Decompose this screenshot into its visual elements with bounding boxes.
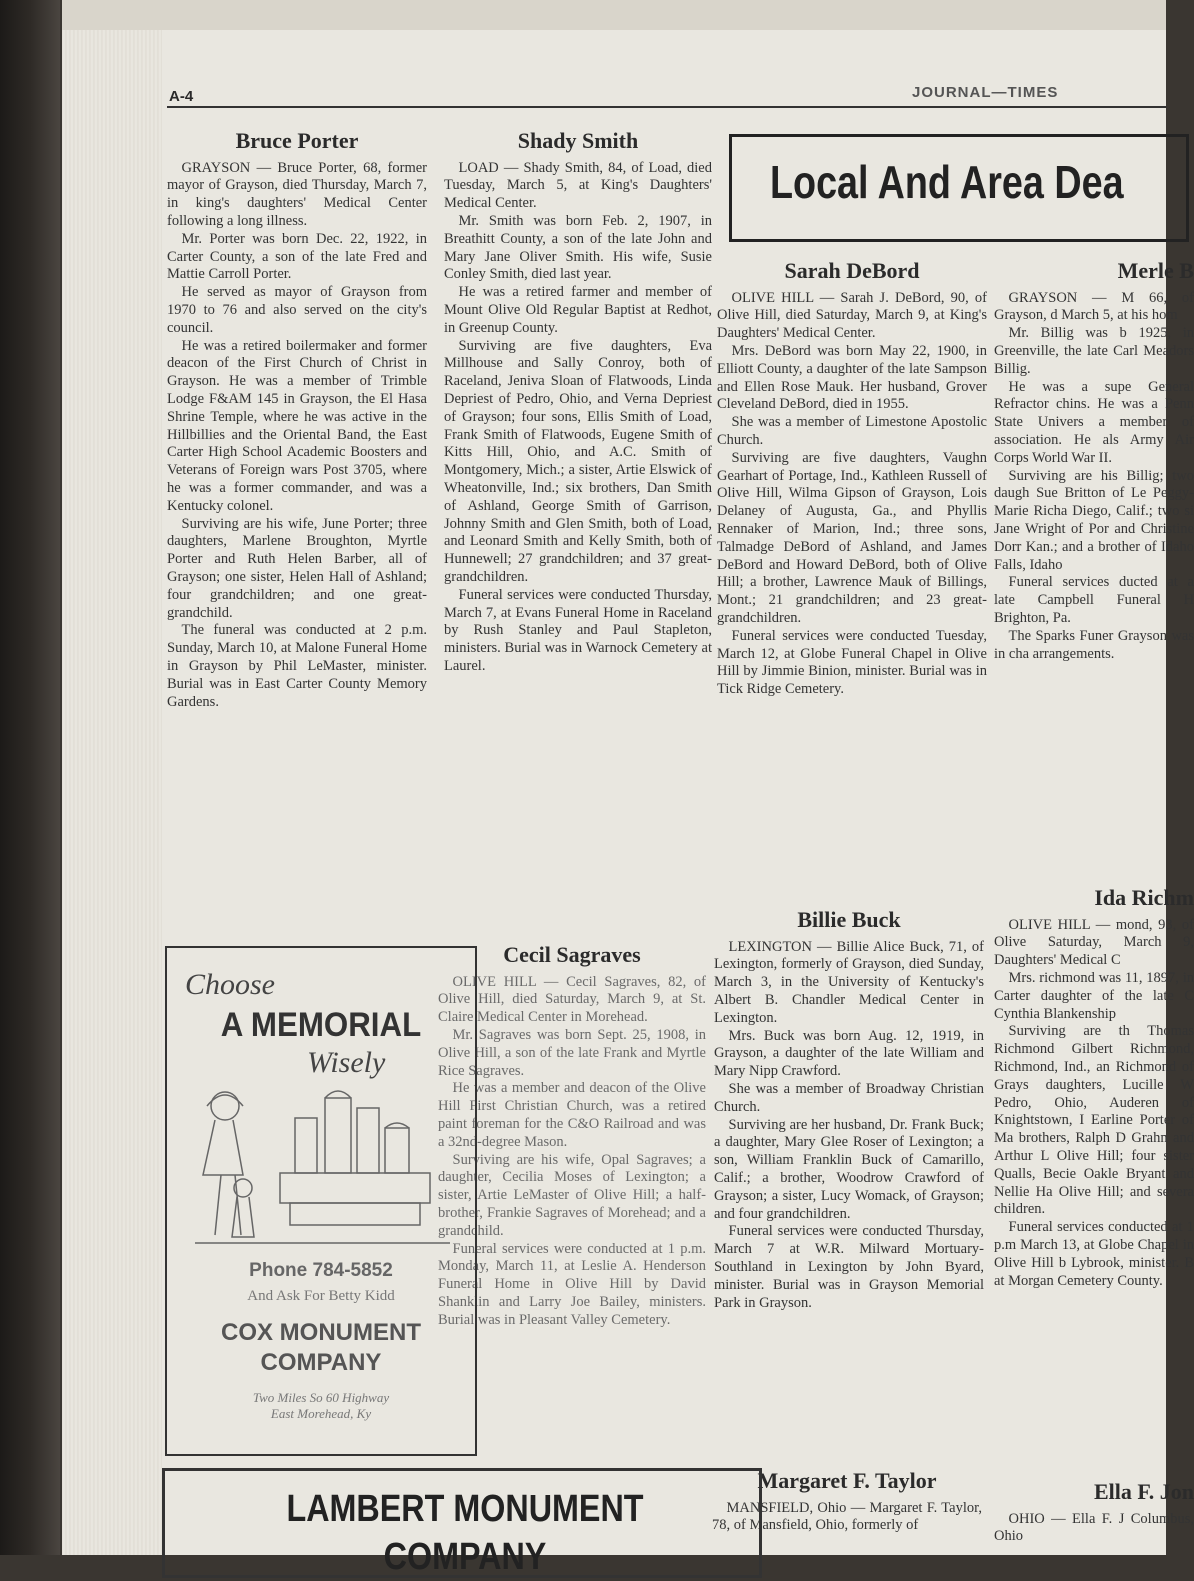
header-rule bbox=[167, 106, 1167, 108]
obituary-text: GRAYSON — Bruce Porter, 68, former mayor of Grayson, died Thursday, March 7, in king's daughters' Medical Center following a long illness. Mr. Porter was born Dec. 22, 1922, in Carter County, a son of the late Fred and Mattie Carroll Porter. He served as mayor of Grayson from 1970 to 76 and also served on the city's council. He was a retired boilermaker and former deacon of the First Church of Christ in Grayson. He was a member of Trimble Lodge F&AM 145 in Grayson, the El Hasa Shrine Temple, where he was active in the Hillbillies and the Oriental Band, the East Carter High School Academic Boosters and Veterans of Foreign wars Post 3705, where he was a former commander, and was a Kentucky colonel. Surviving are his wife, June Porter; three daughters, Marlene Broughton, Myrtle Porter and Ruth Helen Barber, all of Grayson; one sister, Helen Hall of Ashland; four grandchildren; and one great-grandchild. The funeral was conducted at 2 p.m. Sunday, March 10, at Malone Funeral Home in Grayson by Phil LeMaster, minister. Burial was in East Carter County Memory Gardens. bbox=[167, 159, 427, 710]
obituary-shady-smith bbox=[444, 127, 712, 676]
ad-company-line1: COX MONUMENT bbox=[221, 1319, 421, 1346]
obituary-text: MANSFIELD, Ohio — Margaret F. Taylor, 78, of Mansfield, Ohio, formerly of bbox=[712, 1499, 982, 1534]
ad-lambert-line1: LAMBERT MONUMENT bbox=[286, 1488, 644, 1530]
page-number: A-4 bbox=[169, 88, 194, 105]
obituary-merle bbox=[994, 257, 1194, 663]
newspaper-page bbox=[62, 0, 1194, 1578]
ad-cox-monument bbox=[165, 946, 477, 1456]
ad-ask: And Ask For Betty Kidd bbox=[247, 1288, 395, 1304]
obituary-title: Ida Richm bbox=[1094, 885, 1194, 910]
obituary-text: OLIVE HILL — mond, 93, of Olive Saturday, March 9, Daughters' Medical C Mrs. richmond was 11, 1897, in Carter daughter of the late C Cynthia Blankenship Surviving are th Thomas Richmond Gilbert Richmond, Richmond, Ind., an Richmond of Grays daughters, Lucille W Pedro, Ohio, Auderen of Knightstown, I Earline Porter of Ma brothers, Ralph D Grahn and Arthur L Olive Hill; four sister Qualls, Becie Oakle Bryant and Nellie Ha Olive Hill; and severa children. Funeral services conducted at 1 p.m March 13, at Globe Chapel in Olive Hill b Lybrook, minister. B at Morgan Cemetery County. bbox=[994, 916, 1194, 1289]
ad-address-line2: East Morehead, Ky bbox=[270, 1406, 372, 1421]
ad-phone: Phone 784-5852 bbox=[249, 1260, 393, 1281]
ad-lambert-monument bbox=[162, 1468, 762, 1578]
masthead: JOURNAL—TIMES bbox=[912, 84, 1059, 101]
ad-address bbox=[167, 1390, 475, 1422]
binder-spine bbox=[0, 0, 60, 1555]
obituary-bruce-porter bbox=[167, 127, 427, 711]
obituary-text: GRAYSON — M 66, of Grayson, d March 5, at his hom Mr. Billig was b 1925, in Greenville, the late Carl Meadors Billig. He was a supe General Refractor chins. He was a Penn State Univers a member of association. He als Army Air Corps World War II. Surviving are his Billig; two daugh Sue Britton of Le Peggy-Marie Richa Diego, Calif.; two si Jane Wright of Por and Christine Dorr Kan.; and a brother of Idaho Falls, Idaho Funeral services ducted at a late Campbell Funeral H Brighton, Pa. The Sparks Funer Grayson was in cha arrangements. bbox=[994, 289, 1194, 662]
banner-title: Local And Area Dea bbox=[770, 156, 1124, 208]
obituary-text: OLIVE HILL — Sarah J. DeBord, 90, of Olive Hill, died Saturday, March 9, at King's Daughters' Medical Center. Mrs. DeBord was born May 22, 1900, in Elliott County, a daughter of the late Sampson and Ellen Rose Mauk. Her husband, Grover Cleveland DeBord, died in 1955. She was a member of Limestone Apostolic Church. Surviving are five daughters, Vaughn Gearhart of Portage, Ind., Kathleen Russell of Olive Hill, Wilma Gipson of Grayson, Lois Delaney of Augusta, Ga., and Phyllis Rennaker of Marion, Ind.; three sons, Talmadge DeBord of Ashland, and James DeBord and Howard DeBord, both of Olive Hill; a brother, Lawrence Mauk of Billings, Mont.; 21 grandchildren; and 23 great-grandchildren. Funeral services were conducted Tuesday, March 12, at Globe Funeral Chapel in Olive Hill by Jimmie Binion, minister. Burial was in Tick Ridge Cemetery. bbox=[717, 289, 987, 698]
obituary-title: Margaret F. Taylor bbox=[757, 1468, 937, 1493]
ad-lambert-name bbox=[210, 1485, 720, 1581]
obituary-title: Ella F. Jon bbox=[1093, 1479, 1194, 1504]
obituary-text: LEXINGTON — Billie Alice Buck, 71, of Lexington, formerly of Grayson, died Sunday, March 3, in the University of Kentucky's Albert B. Chandler Medical Center in Lexington. Mrs. Buck was born Aug. 12, 1919, in Grayson, a daughter of the late William and Mary Nipp Crawford. She was a member of Broadway Christian Church. Surviving are her husband, Dr. Frank Buck; a daughter, Mary Glee Roser of Lexington; a son, William Franklin Buck of Camarillo, Calif.; a brother, Woodrow Crawford of Grayson; a sister, Lucy Womack, of Grayson; and four grandchildren. Funeral services were conducted Thursday, March 7 at W.R. Milward Mortuary-Southland in Lexington by John Byard, minister. Burial was in Grayson Memorial Park in Grayson. bbox=[714, 938, 984, 1311]
page-edges bbox=[62, 0, 162, 1555]
obituary-title: Merle B bbox=[1117, 258, 1194, 283]
obituary-title: Sarah DeBord bbox=[784, 258, 920, 283]
top-margin bbox=[62, 0, 1166, 30]
obituary-title: Bruce Porter bbox=[235, 128, 359, 153]
obituary-text: OHIO — Ella F. J Columbus, Ohio bbox=[994, 1510, 1194, 1545]
obituary-title: Billie Buck bbox=[797, 907, 901, 932]
ad-address-line1: Two Miles So 60 Highway bbox=[252, 1390, 390, 1405]
ad-choose: Choose bbox=[185, 968, 275, 1001]
obituary-cecil-sagraves bbox=[438, 941, 706, 1330]
ad-company-line2: COMPANY bbox=[260, 1349, 382, 1376]
obituary-sarah-debord bbox=[717, 257, 987, 699]
ad-lambert-line2: COMPANY bbox=[383, 1536, 547, 1578]
section-banner bbox=[729, 134, 1189, 242]
ad-illustration bbox=[185, 1078, 457, 1268]
obituary-ella bbox=[994, 1478, 1194, 1546]
obituary-ida bbox=[994, 884, 1194, 1290]
obituary-billie-buck bbox=[714, 906, 984, 1312]
obituary-text: LOAD — Shady Smith, 84, of Load, died Tuesday, March 5, at King's Daughters' Medical Center. Mr. Smith was born Feb. 2, 1907, in Breathitt County, a son of the late John and Mary Jane Oliver Smith. His wife, Susie Conley Smith, died last year. He was a retired farmer and member of Mount Olive Old Regular Baptist at Redhot, in Greenup County. Surviving are five daughters, Eva Millhouse and Sally Conroy, both of Raceland, Jeniva Sloan of Flatwoods, Linda Depriest of Pedro, Ohio, and Verna Depriest of Grayson; four sons, Ellis Smith of Load, Frank Smith of Flatwoods, Eugene Smith of Kitts Hill, Ohio, and A.C. Smith of Montgomery, Mich.; a sister, Artie Elswick of Wheatonville, Ind.; six brothers, Dan Smith of Ashland, George Smith of Garrison, Johnny Smith and Glen Smith, both of Load, and Leonard Smith and Kelly Smith, both of Hunnewell; 27 grandchildren; and 37 great-grandchildren. Funeral services were conducted Thursday, March 7, at Evans Funeral Home in Raceland by Rush Stanley and Paul Stapleton, ministers. Burial was in Warnock Cemetery at Laurel. bbox=[444, 159, 712, 674]
ad-company bbox=[167, 1318, 475, 1378]
obituary-title: Shady Smith bbox=[517, 128, 639, 153]
ad-wisely: Wisely bbox=[307, 1046, 386, 1079]
obituary-text: OLIVE HILL — Cecil Sagraves, 82, of Olive Hill, died Saturday, March 9, at St. Claire Medical Center in Morehead. Mr. Sagraves was born Sept. 25, 1908, in Olive Hill, a son of the late Frank and Myrtle Rice Sagraves. He was a member and deacon of the Olive Hill First Christian Church, was a retired paint foreman for the C&O Railroad and was a 32nd-degree Mason. Surviving are his wife, Opal Sagraves; a daughter, Cecilia Moses of Lexington; a sister, Artie LeMaster of Olive Hill; a half-brother, Frankie Sagraves of Morehead; and a grandchild. Funeral services were conducted at 1 p.m. Monday, March 11, at Leslie A. Henderson Funeral Home in Olive Hill by David Shanklin and Larry Joe Bailey, ministers. Burial was in Pleasant Valley Cemetery. bbox=[438, 973, 706, 1328]
obituary-title: Cecil Sagraves bbox=[503, 942, 641, 967]
ad-memorial: A MEMORIAL bbox=[220, 1006, 422, 1044]
